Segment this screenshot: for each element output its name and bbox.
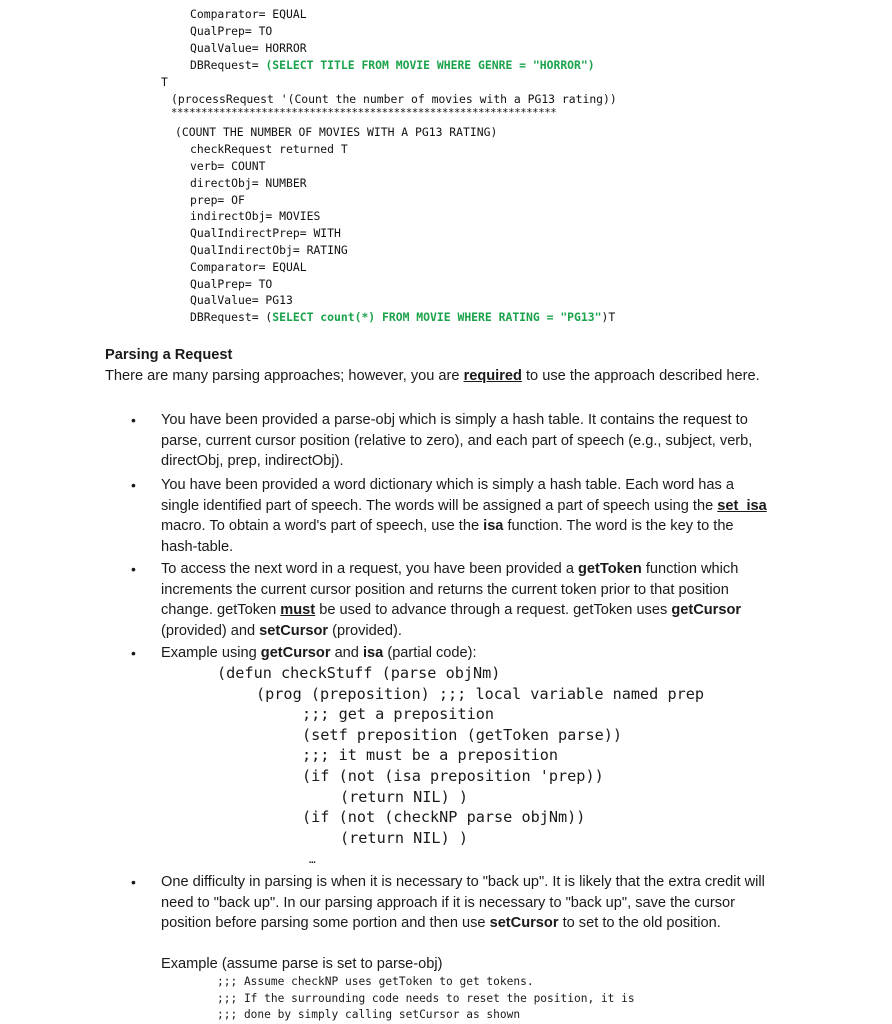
code-line-comparator: Comparator= EQUAL <box>190 7 307 21</box>
b4-isa: isa <box>362 645 384 661</box>
comment-line: ;;; If the surrounding code needs to reset the position, it is <box>217 992 635 1005</box>
section-intro <box>105 366 765 387</box>
b2-text-b: macro. To obtain a word's part of speech, use the <box>161 518 484 534</box>
code-line-field: Comparator= EQUAL <box>190 260 307 274</box>
intro-required: required <box>463 368 522 384</box>
code-line-stars: **************************************************************** <box>171 107 557 119</box>
bullet-dot: • <box>131 477 136 493</box>
code-line-field: checkRequest returned T <box>190 142 348 156</box>
code-line-qualvalue: QualValue= HORROR <box>190 41 307 55</box>
lisp-line: ;;; it must be a preposition <box>302 746 559 764</box>
bullet-dot: • <box>131 561 136 577</box>
code-line-header: (COUNT THE NUMBER OF MOVIES WITH A PG13 RATING) <box>175 125 498 139</box>
code-line-qualprep: QualPrep= TO <box>190 24 273 38</box>
dbrequest2-suffix: )T <box>601 310 616 324</box>
b3-text-a: To access the next word in a request, you have been provided a <box>161 561 578 577</box>
bullet-back-up <box>161 872 783 934</box>
b2-setisa: set_isa <box>717 497 767 514</box>
bullet-word-dictionary <box>161 475 771 557</box>
dbrequest-prefix: DBRequest= <box>190 58 266 72</box>
b5-text-a: One difficulty in parsing is when it is necessary to "back up". It is likely that the extra credit will need to "back up". In our parsing approach if it is necessary to "back up", save the cursor position before parsing some portion and then use <box>161 874 765 931</box>
b5-text-b: to set to the old position. <box>558 915 721 931</box>
dbrequest-sql: (SELECT TITLE FROM MOVIE WHERE GENRE = "HORROR") <box>265 58 595 72</box>
lisp-line: (return NIL) ) <box>340 829 469 847</box>
code-line-field: indirectObj= MOVIES <box>190 209 321 223</box>
b4-text-c: (partial code): <box>383 645 477 661</box>
code-line-dbrequest <box>190 57 595 73</box>
b3-text-b: function which increments the current cursor position and returns the current token prior to that position change. getToken <box>161 561 739 618</box>
lisp-line: (setf preposition (getToken parse)) <box>302 726 623 744</box>
lisp-ellipsis: … <box>309 853 316 866</box>
b3-text-c: be used to advance through a request. getToken uses <box>315 602 672 618</box>
code-line-field: QualIndirectPrep= WITH <box>190 226 341 240</box>
lisp-line: (if (not (checkNP parse objNm)) <box>302 808 586 826</box>
section-heading: Parsing a Request <box>105 347 233 363</box>
bullet-dot: • <box>131 645 136 661</box>
code-line-field: prep= OF <box>190 193 245 207</box>
bullet-parse-obj: You have been provided a parse-obj which is simply a hash table. It contains the request to parse, current cursor position (relative to zero), and each part of speech (e.g., subject, verb, directObj, prep, indirectObj). <box>161 412 753 469</box>
lisp-line: (defun checkStuff (parse objNm) <box>217 664 501 682</box>
b3-text-e: (provided). <box>328 622 402 639</box>
bullet-example <box>161 643 786 664</box>
comment-line: ;;; Assume checkNP uses getToken to get tokens. <box>217 975 534 988</box>
code-line-field: QualPrep= TO <box>190 277 273 291</box>
b3-setcursor: setCursor <box>259 622 329 639</box>
intro-text-b: to use the approach described here. <box>521 368 760 384</box>
code-line-field: directObj= NUMBER <box>190 176 307 190</box>
b4-text-a: Example using <box>161 645 261 661</box>
b2-isa: isa <box>483 518 504 534</box>
code-line-field: QualValue= PG13 <box>190 293 293 307</box>
b2-text-a: You have been provided a word dictionary which is simply a hash table. Each word has a single identified part of speech. The words will be assigned a part of speech using the <box>161 477 735 514</box>
dbrequest2-sql: SELECT count(*) FROM MOVIE WHERE RATING = "PG13" <box>272 310 602 324</box>
bullet-dot: • <box>131 874 136 890</box>
lisp-line: (if (not (isa preposition 'prep)) <box>302 767 604 785</box>
code-line-process-request: (processRequest '(Count the number of movies with a PG13 rating)) <box>171 92 617 106</box>
code-line-dbrequest-2 <box>190 309 615 325</box>
b3-text-d: (provided) and <box>161 622 260 639</box>
code-line-result: T <box>161 75 168 89</box>
b4-text-b: and <box>330 645 363 661</box>
b4-getcursor: getCursor <box>260 645 331 661</box>
bullet-dot: • <box>131 412 136 428</box>
b3-getcursor: getCursor <box>671 602 742 618</box>
code-line-field: verb= COUNT <box>190 159 266 173</box>
dbrequest2-prefix: DBRequest= ( <box>190 310 273 324</box>
code-line-field: QualIndirectObj= RATING <box>190 243 348 257</box>
lisp-line: (prog (preposition) ;;; local variable named prep <box>256 685 705 703</box>
comment-line: ;;; done by simply calling setCursor as shown <box>217 1008 521 1021</box>
b2-text-c: function. The word is the key to the hash-table. <box>161 518 734 555</box>
b3-must: must <box>280 602 316 618</box>
b3-gettoken: getToken <box>578 561 642 577</box>
lisp-line: ;;; get a preposition <box>302 705 495 723</box>
bullet-gettoken <box>161 559 779 641</box>
bullet-back-up-example: Example (assume parse is set to parse-obj) <box>161 956 443 972</box>
intro-text-a: There are many parsing approaches; however, you are <box>105 368 464 384</box>
lisp-line: (return NIL) ) <box>340 788 469 806</box>
b5-setcursor: setCursor <box>489 915 559 931</box>
